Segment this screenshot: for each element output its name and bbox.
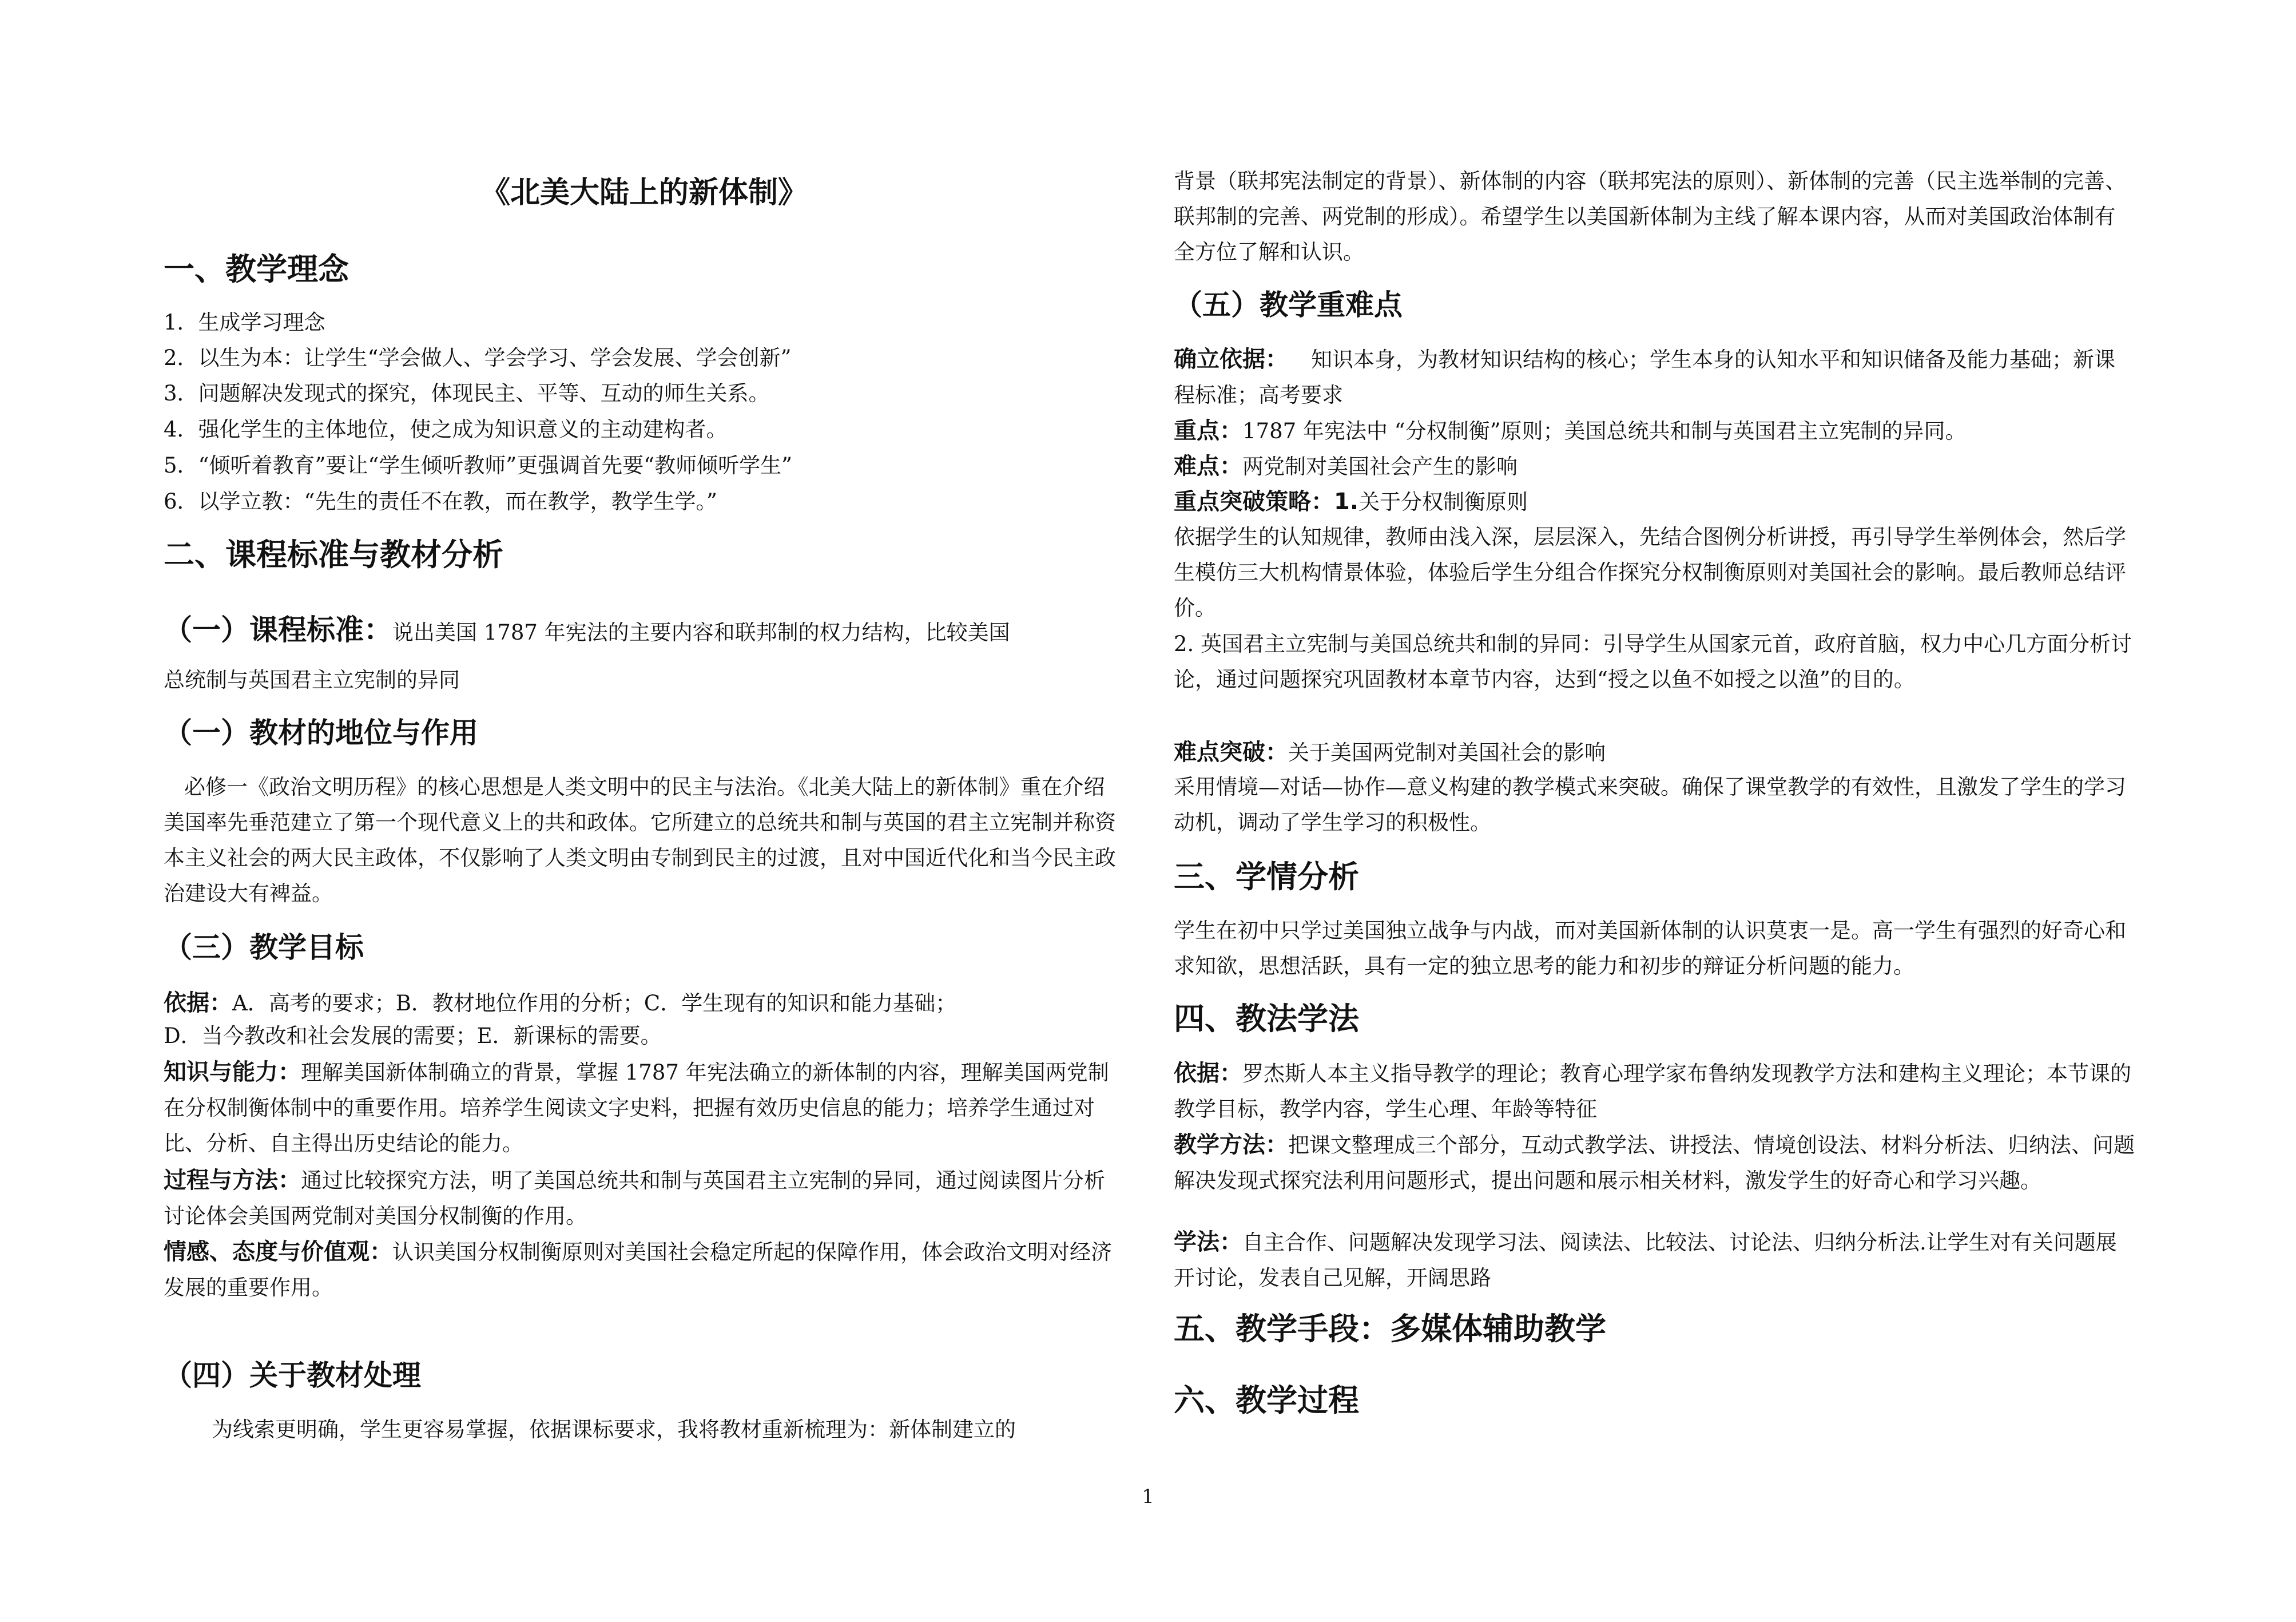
textbook-processing-text-right: 背景（联邦宪法制定的背景）、新体制的内容（联邦宪法的原则）、新体制的完善（民主选举制的完善、联邦制的完善、两党制的形成）。希望学生以美国新体制为主线了解本课内容，从而对美国政治体制有全方位了解和认识。 bbox=[1174, 169, 2126, 264]
learning-method-text: 自主合作、问题解决发现学习法、阅读法、比较法、讨论法、归纳分析法.让学生对有关问题展开讨论，发表自己见解，开阔思路 bbox=[1174, 1230, 2117, 1290]
philosophy-item-5: 5．“倾听着教育”要让“学生倾听教师”更强调首先要“教师倾听学生” bbox=[164, 453, 793, 478]
heading-key-difficult-points: （五）教学重难点 bbox=[1174, 288, 1403, 322]
key-breakthrough-line bbox=[1174, 484, 2135, 520]
heading-teaching-methods: 四、教法学法 bbox=[1174, 1001, 1359, 1037]
key-breakthrough-text: 依据学生的认知规律，教师由浅入深，层层深入，先结合图例分析讲授，再引导学生举例体会，然后学生模仿三大机构情景体验，体验后学生分组合作探究分权制衡原则对美国社会的影响。最后教师总结评价。 bbox=[1174, 525, 2126, 620]
textbook-status-text: 必修一《政治文明历程》的核心思想是人类文明中的民主与法治。《北美大陆上的新体制》重在介绍美国率先垂范建立了第一个现代意义上的共和政体。它所建立的总统共和制与英国的君主立宪制并称资本主义社会的两大民主政体，不仅影响了人类文明由专制到民主的过渡，且对中国近代化和当今民主政治建设大有裨益。 bbox=[164, 775, 1116, 906]
philosophy-item-2: 2．以生为本：让学生“学会做人、学会学习、学会发展、学会创新” bbox=[164, 346, 792, 370]
learning-situation-text: 学生在初中只学过美国独立战争与内战，而对美国新体制的认识莫衷一是。高一学生有强烈的好奇心和求知欲，思想活跃，具有一定的独立思考的能力和初步的辩证分析问题的能力。 bbox=[1174, 918, 2126, 978]
difficult-point-text: 两党制对美国社会产生的影响 bbox=[1242, 454, 1518, 479]
difficult-breakthrough-text: 采用情境—对话—协作—意义构建的教学模式来突破。确保了课堂教学的有效性，且激发了学生的学习动机，调动了学生学习的积极性。 bbox=[1174, 775, 2126, 835]
knowledge-ability-block bbox=[164, 1054, 1125, 1161]
difficult-breakthrough-title: 关于美国两党制对美国社会的影响 bbox=[1288, 740, 1606, 765]
methods-basis-text: 罗杰斯人本主义指导教学的理论；教育心理学家布鲁纳发现教学方法和建构主义理论；本节课的教学目标，教学内容，学生心理、年龄等特征 bbox=[1174, 1061, 2131, 1121]
methods-basis-label: 依据： bbox=[1174, 1060, 1242, 1086]
teaching-method-block bbox=[1174, 1127, 2135, 1199]
heading-textbook-processing: （四）关于教材处理 bbox=[164, 1359, 421, 1392]
establishment-basis-block bbox=[1174, 342, 2135, 413]
knowledge-ability-label: 知识与能力： bbox=[164, 1059, 301, 1085]
learning-method-label: 学法： bbox=[1174, 1229, 1242, 1255]
key-breakthrough-text-2: 2. 英国君主立宪制与美国总统共和制的异同：引导学生从国家元首，政府首脑，权力中心几方面分析讨论，通过问题探究巩固教材本章节内容，达到“授之以鱼不如授之以渔”的目的。 bbox=[1174, 632, 2132, 692]
objectives-basis-label: 依据： bbox=[164, 990, 232, 1016]
key-breakthrough-number: 1. bbox=[1334, 489, 1359, 515]
curriculum-standard-text-2: 总统制与英国君主立宪制的异同 bbox=[164, 668, 460, 692]
teaching-method-text: 把课文整理成三个部分，互动式教学法、讲授法、情境创设法、材料分析法、归纳法、问题解决发现式探究法利用问题形式，提出问题和展示相关材料，激发学生的好奇心和学习兴趣。 bbox=[1174, 1133, 2135, 1193]
objectives-basis-line-1 bbox=[164, 985, 1125, 1021]
philosophy-item-6: 6．以学立教：“先生的责任不在教，而在教学，教学生学。” bbox=[164, 489, 717, 514]
difficult-breakthrough-line bbox=[1174, 735, 2135, 771]
curriculum-standard-text-1: 说出美国 1787 年宪法的主要内容和联邦制的权力结构，比较美国 bbox=[392, 620, 1010, 645]
learning-method-block bbox=[1174, 1224, 2135, 1296]
teaching-method-label: 教学方法： bbox=[1174, 1132, 1288, 1158]
objectives-basis-text-2: D．当今教改和社会发展的需要；E．新课标的需要。 bbox=[164, 1024, 662, 1048]
heading-teaching-objectives: （三）教学目标 bbox=[164, 931, 364, 964]
key-point-line bbox=[1174, 413, 2135, 449]
key-breakthrough-label: 重点突破策略： bbox=[1174, 489, 1334, 515]
emotion-values-text: 认识美国分权制衡原则对美国社会稳定所起的保障作用，体会政治文明对经济发展的重要作用。 bbox=[164, 1240, 1112, 1300]
page-number: 1 bbox=[1142, 1485, 1154, 1508]
process-method-block bbox=[164, 1163, 1125, 1234]
heading-learning-situation: 三、学情分析 bbox=[1174, 859, 1359, 895]
knowledge-ability-text: 理解美国新体制确立的背景，掌握 1787 年宪法确立的新体制的内容，理解美国两党制在分权制衡体制中的重要作用。培养学生阅读文字史料，把握有效历史信息的能力；培养学生通过对比、分析、自主得出历史结论的能力。 bbox=[164, 1060, 1109, 1156]
heading-teaching-process: 六、教学过程 bbox=[1174, 1382, 1359, 1418]
philosophy-item-4: 4．强化学生的主体地位，使之成为知识意义的主动建构者。 bbox=[164, 417, 728, 442]
methods-basis-block bbox=[1174, 1056, 2135, 1127]
emotion-values-label: 情感、态度与价值观： bbox=[164, 1239, 392, 1265]
establishment-basis-label: 确立依据： bbox=[1174, 346, 1288, 372]
heading-textbook-status: （一）教材的地位与作用 bbox=[164, 716, 478, 749]
heading-curriculum-analysis: 二、课程标准与教材分析 bbox=[164, 537, 503, 573]
difficult-point-label: 难点： bbox=[1174, 453, 1242, 479]
process-method-text: 通过比较探究方法，明了美国总统共和制与英国君主立宪制的异同，通过阅读图片分析讨论体会美国两党制对美国分权制衡的作用。 bbox=[164, 1168, 1105, 1228]
curriculum-standard-line-1 bbox=[164, 612, 1125, 651]
textbook-processing-text-left: 为线索更明确，学生更容易掌握，依据课标要求，我将教材重新梳理为：新体制建立的 bbox=[212, 1417, 1016, 1442]
philosophy-item-3: 3．问题解决发现式的探究，体现民主、平等、互动的师生关系。 bbox=[164, 381, 770, 406]
key-breakthrough-title: 关于分权制衡原则 bbox=[1358, 490, 1528, 514]
objectives-basis-text-1: A．高考的要求；B．教材地位作用的分析；C．学生现有的知识和能力基础； bbox=[232, 991, 957, 1016]
process-method-label: 过程与方法： bbox=[164, 1167, 301, 1193]
key-point-label: 重点： bbox=[1174, 418, 1242, 444]
philosophy-item-1: 1．生成学习理念 bbox=[164, 310, 325, 335]
document-title: 《北美大陆上的新体制》 bbox=[480, 175, 808, 210]
heading-teaching-means: 五、教学手段：多媒体辅助教学 bbox=[1174, 1311, 1606, 1347]
difficult-point-line bbox=[1174, 449, 2135, 485]
establishment-basis-text: 知识本身，为教材知识结构的核心；学生本身的认知水平和知识储备及能力基础；新课程标准；高考要求 bbox=[1174, 347, 2115, 407]
heading-teaching-philosophy: 一、教学理念 bbox=[164, 251, 349, 287]
emotion-values-block bbox=[164, 1234, 1125, 1306]
curriculum-standard-label: （一）课程标准： bbox=[164, 613, 392, 647]
difficult-breakthrough-label: 难点突破： bbox=[1174, 739, 1288, 766]
key-point-text: 1787 年宪法中 “分权制衡”原则；美国总统共和制与英国君主立宪制的异同。 bbox=[1242, 419, 1967, 443]
